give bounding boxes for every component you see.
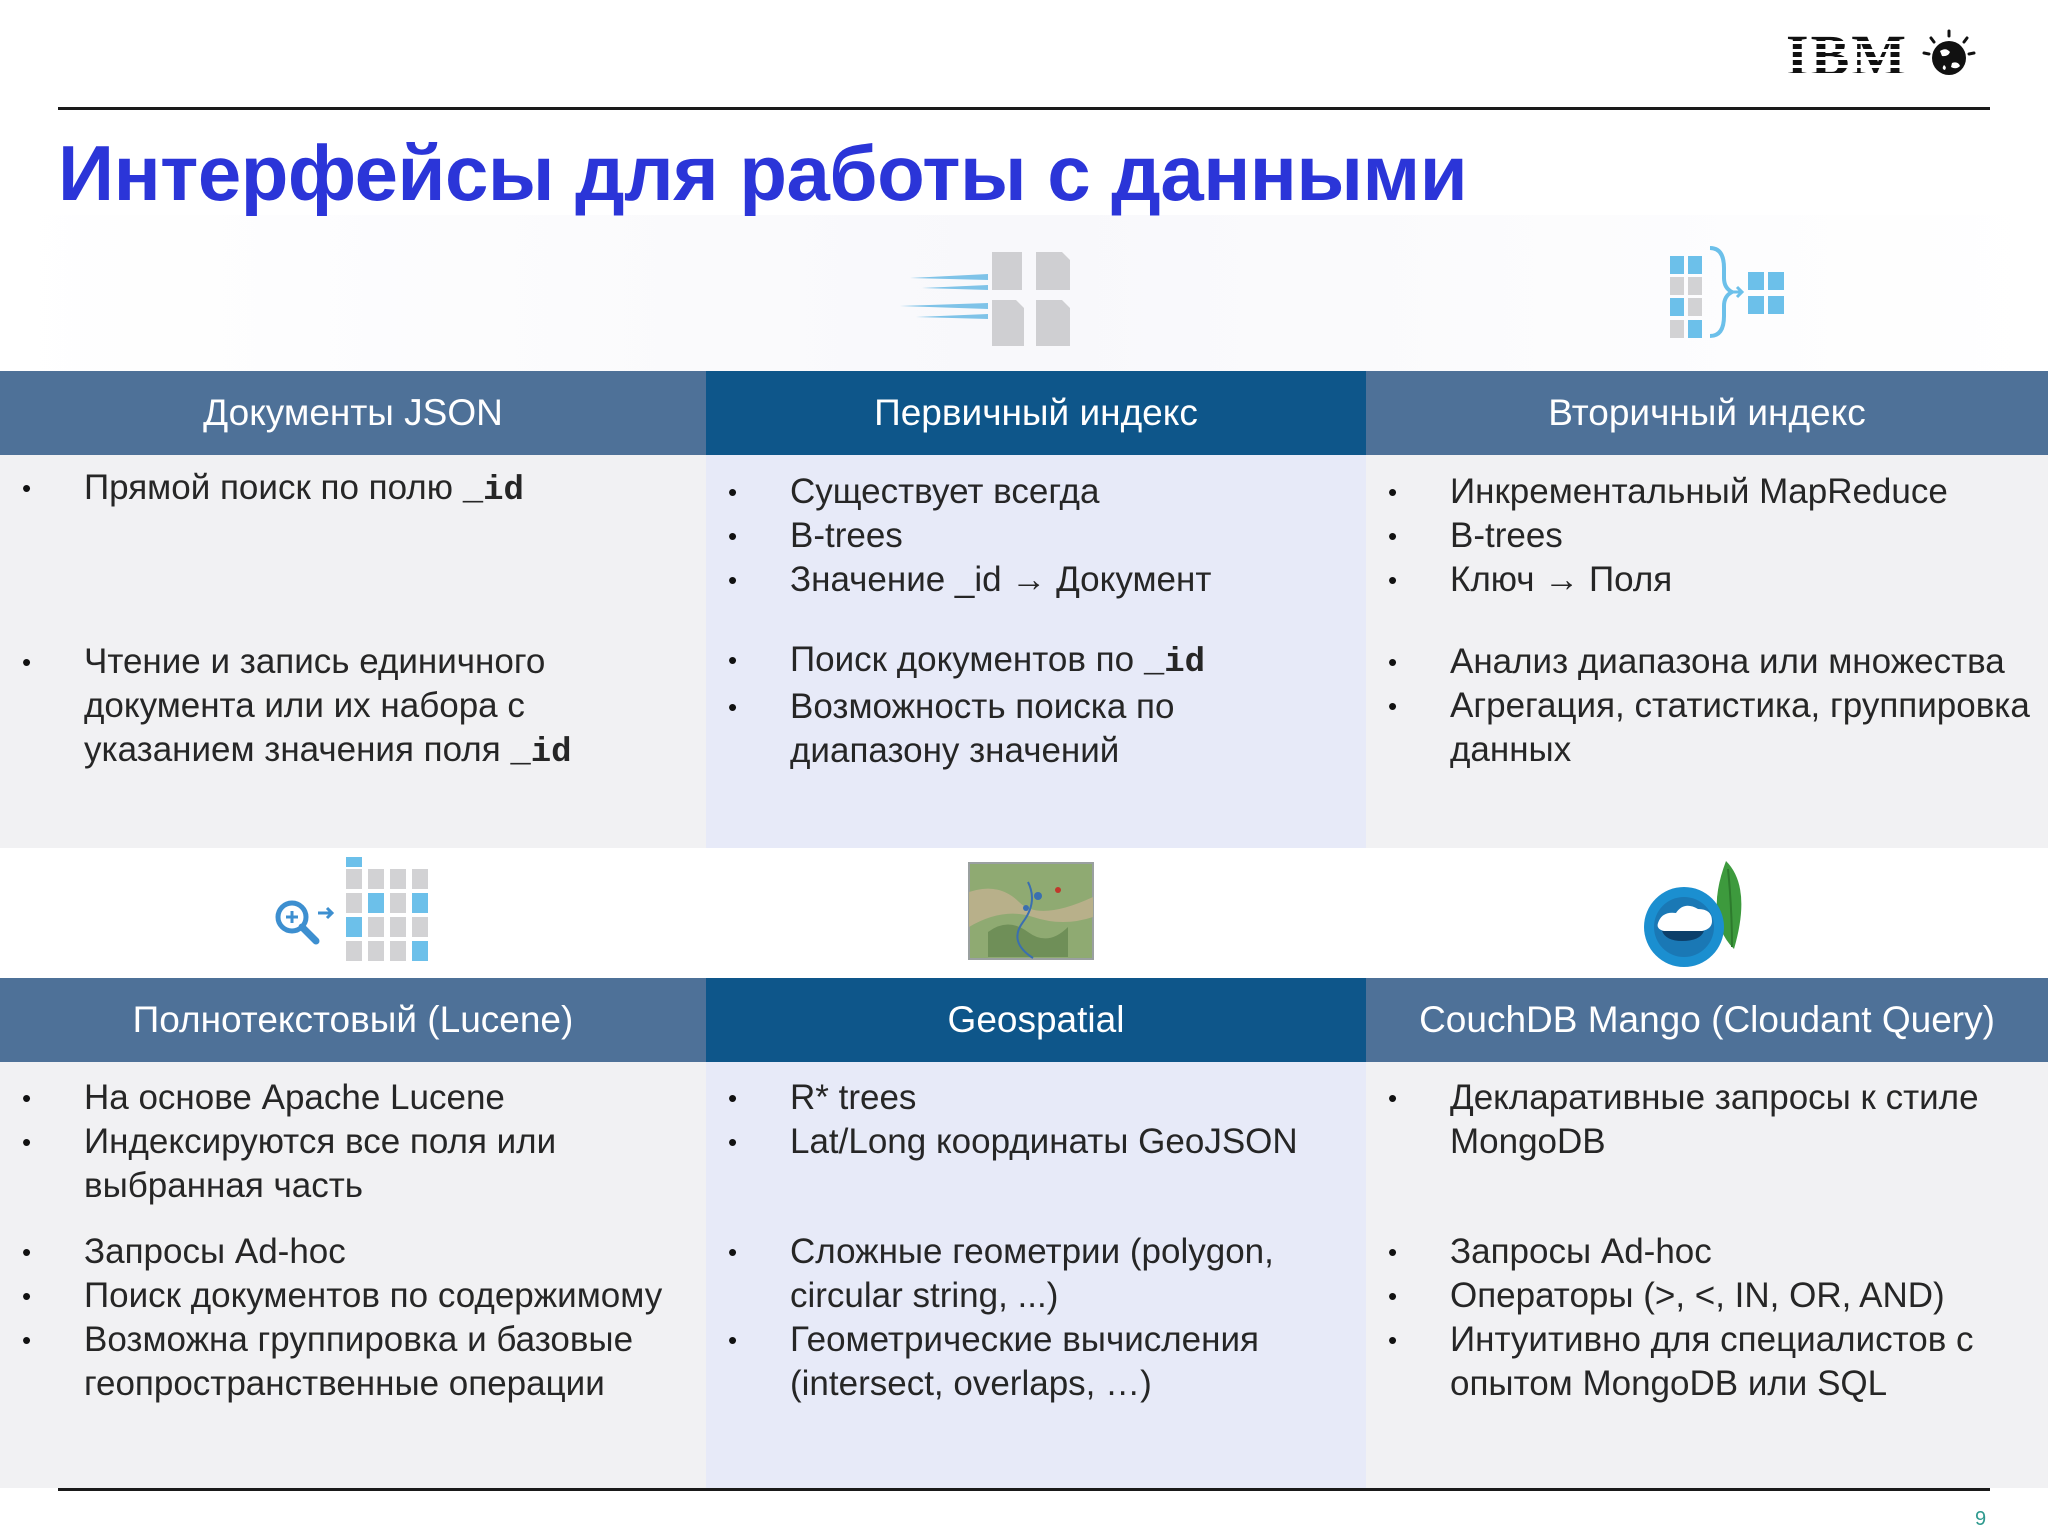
ibm-wordmark: IBM bbox=[1786, 23, 1908, 88]
list-item: • Существует всегда bbox=[728, 472, 1100, 511]
mango-leaf-icon bbox=[1640, 857, 1760, 972]
secondary-list-group2 bbox=[1388, 640, 2040, 772]
header-secondary-index bbox=[1366, 371, 2048, 455]
list-item: • Сложные геометрии (polygon, circular string, ...) bbox=[728, 1232, 1274, 1315]
primary-list-group2 bbox=[728, 638, 1350, 773]
header-geospatial bbox=[706, 978, 1366, 1062]
list-item: • Значение _id → Документ bbox=[728, 560, 1212, 599]
header-label: Вторичный индекс bbox=[1548, 392, 1866, 433]
json-list-group1 bbox=[22, 466, 684, 513]
header-fulltext bbox=[0, 978, 706, 1062]
page-title: Интерфейсы для работы с данными bbox=[58, 129, 1468, 217]
header-label: Geospatial bbox=[947, 999, 1125, 1040]
header-mango bbox=[1366, 978, 2048, 1062]
map-thumbnail-icon bbox=[968, 862, 1094, 960]
list-item: • Агрегация, статистика, группировка данных bbox=[1388, 686, 2030, 769]
list-item: • Запросы Ad-hoc bbox=[22, 1232, 346, 1271]
list-item: • Геометрические вычисления (intersect, overlaps, …) bbox=[728, 1320, 1259, 1403]
header-label: Документы JSON bbox=[203, 392, 503, 433]
header-label: Первичный индекс bbox=[874, 392, 1198, 433]
list-item: • Ключ → Поля bbox=[1388, 560, 1673, 599]
list-item: • На основе Apache Lucene bbox=[22, 1078, 505, 1117]
list-item: • Интуитивно для специалистов с опытом MongoDB или SQL bbox=[1388, 1320, 1974, 1403]
mango-list-group1 bbox=[1388, 1076, 2020, 1164]
list-item: • Запросы Ad-hoc bbox=[1388, 1232, 1712, 1271]
list-item: • Декларативные запросы к стиле MongoDB bbox=[1388, 1078, 1979, 1161]
list-item: • B-trees bbox=[728, 516, 903, 555]
list-item: • Поиск документов по содержимому bbox=[22, 1276, 663, 1315]
document-stream-icon bbox=[900, 240, 1080, 350]
secondary-index-icon bbox=[1660, 240, 1800, 350]
list-item: • B-trees bbox=[1388, 516, 1563, 555]
fulltext-search-icon bbox=[270, 855, 440, 970]
primary-list-group1 bbox=[728, 470, 1350, 602]
list-item: • Возможна группировка и базовые геопространственные операции bbox=[22, 1320, 634, 1403]
bottom-rule bbox=[58, 1488, 1990, 1491]
header-label: Полнотекстовый (Lucene) bbox=[132, 999, 574, 1040]
list-item: • Анализ диапазона или множества bbox=[1388, 642, 2005, 681]
top-rule bbox=[58, 107, 1990, 110]
json-list-group2 bbox=[22, 640, 684, 775]
page-number: 9 bbox=[1975, 1508, 1987, 1530]
list-item: • Инкрементальный MapReduce bbox=[1388, 472, 1948, 511]
list-item: • Lat/Long координаты GeoJSON bbox=[728, 1122, 1298, 1161]
ibm-logo bbox=[1786, 23, 1976, 88]
geo-list-group1 bbox=[728, 1076, 1350, 1164]
list-item: • Чтение и запись единичного документа или их набора с указанием значения поля _id bbox=[22, 642, 572, 772]
list-item: • Возможность поиска по диапазону значений bbox=[728, 687, 1175, 770]
list-item: • R* trees bbox=[728, 1078, 917, 1117]
header-primary-index bbox=[706, 371, 1366, 455]
fulltext-list-group1 bbox=[22, 1076, 684, 1208]
mango-list-group2 bbox=[1388, 1230, 2020, 1406]
geo-list-group2 bbox=[728, 1230, 1350, 1406]
header-label: CouchDB Mango (Cloudant Query) bbox=[1419, 999, 1995, 1040]
list-item: • Операторы (>, <, IN, OR, AND) bbox=[1388, 1276, 1945, 1315]
fulltext-list-group2 bbox=[22, 1230, 684, 1406]
ibm-globe-icon bbox=[1922, 29, 1976, 83]
list-item: • Поиск документов по _id bbox=[728, 640, 1206, 682]
header-json-documents bbox=[0, 371, 706, 455]
list-item: • Индексируются все поля или выбранная часть bbox=[22, 1122, 557, 1205]
secondary-list-group1 bbox=[1388, 470, 2040, 602]
list-item: • Прямой поиск по полю _id bbox=[22, 468, 524, 510]
